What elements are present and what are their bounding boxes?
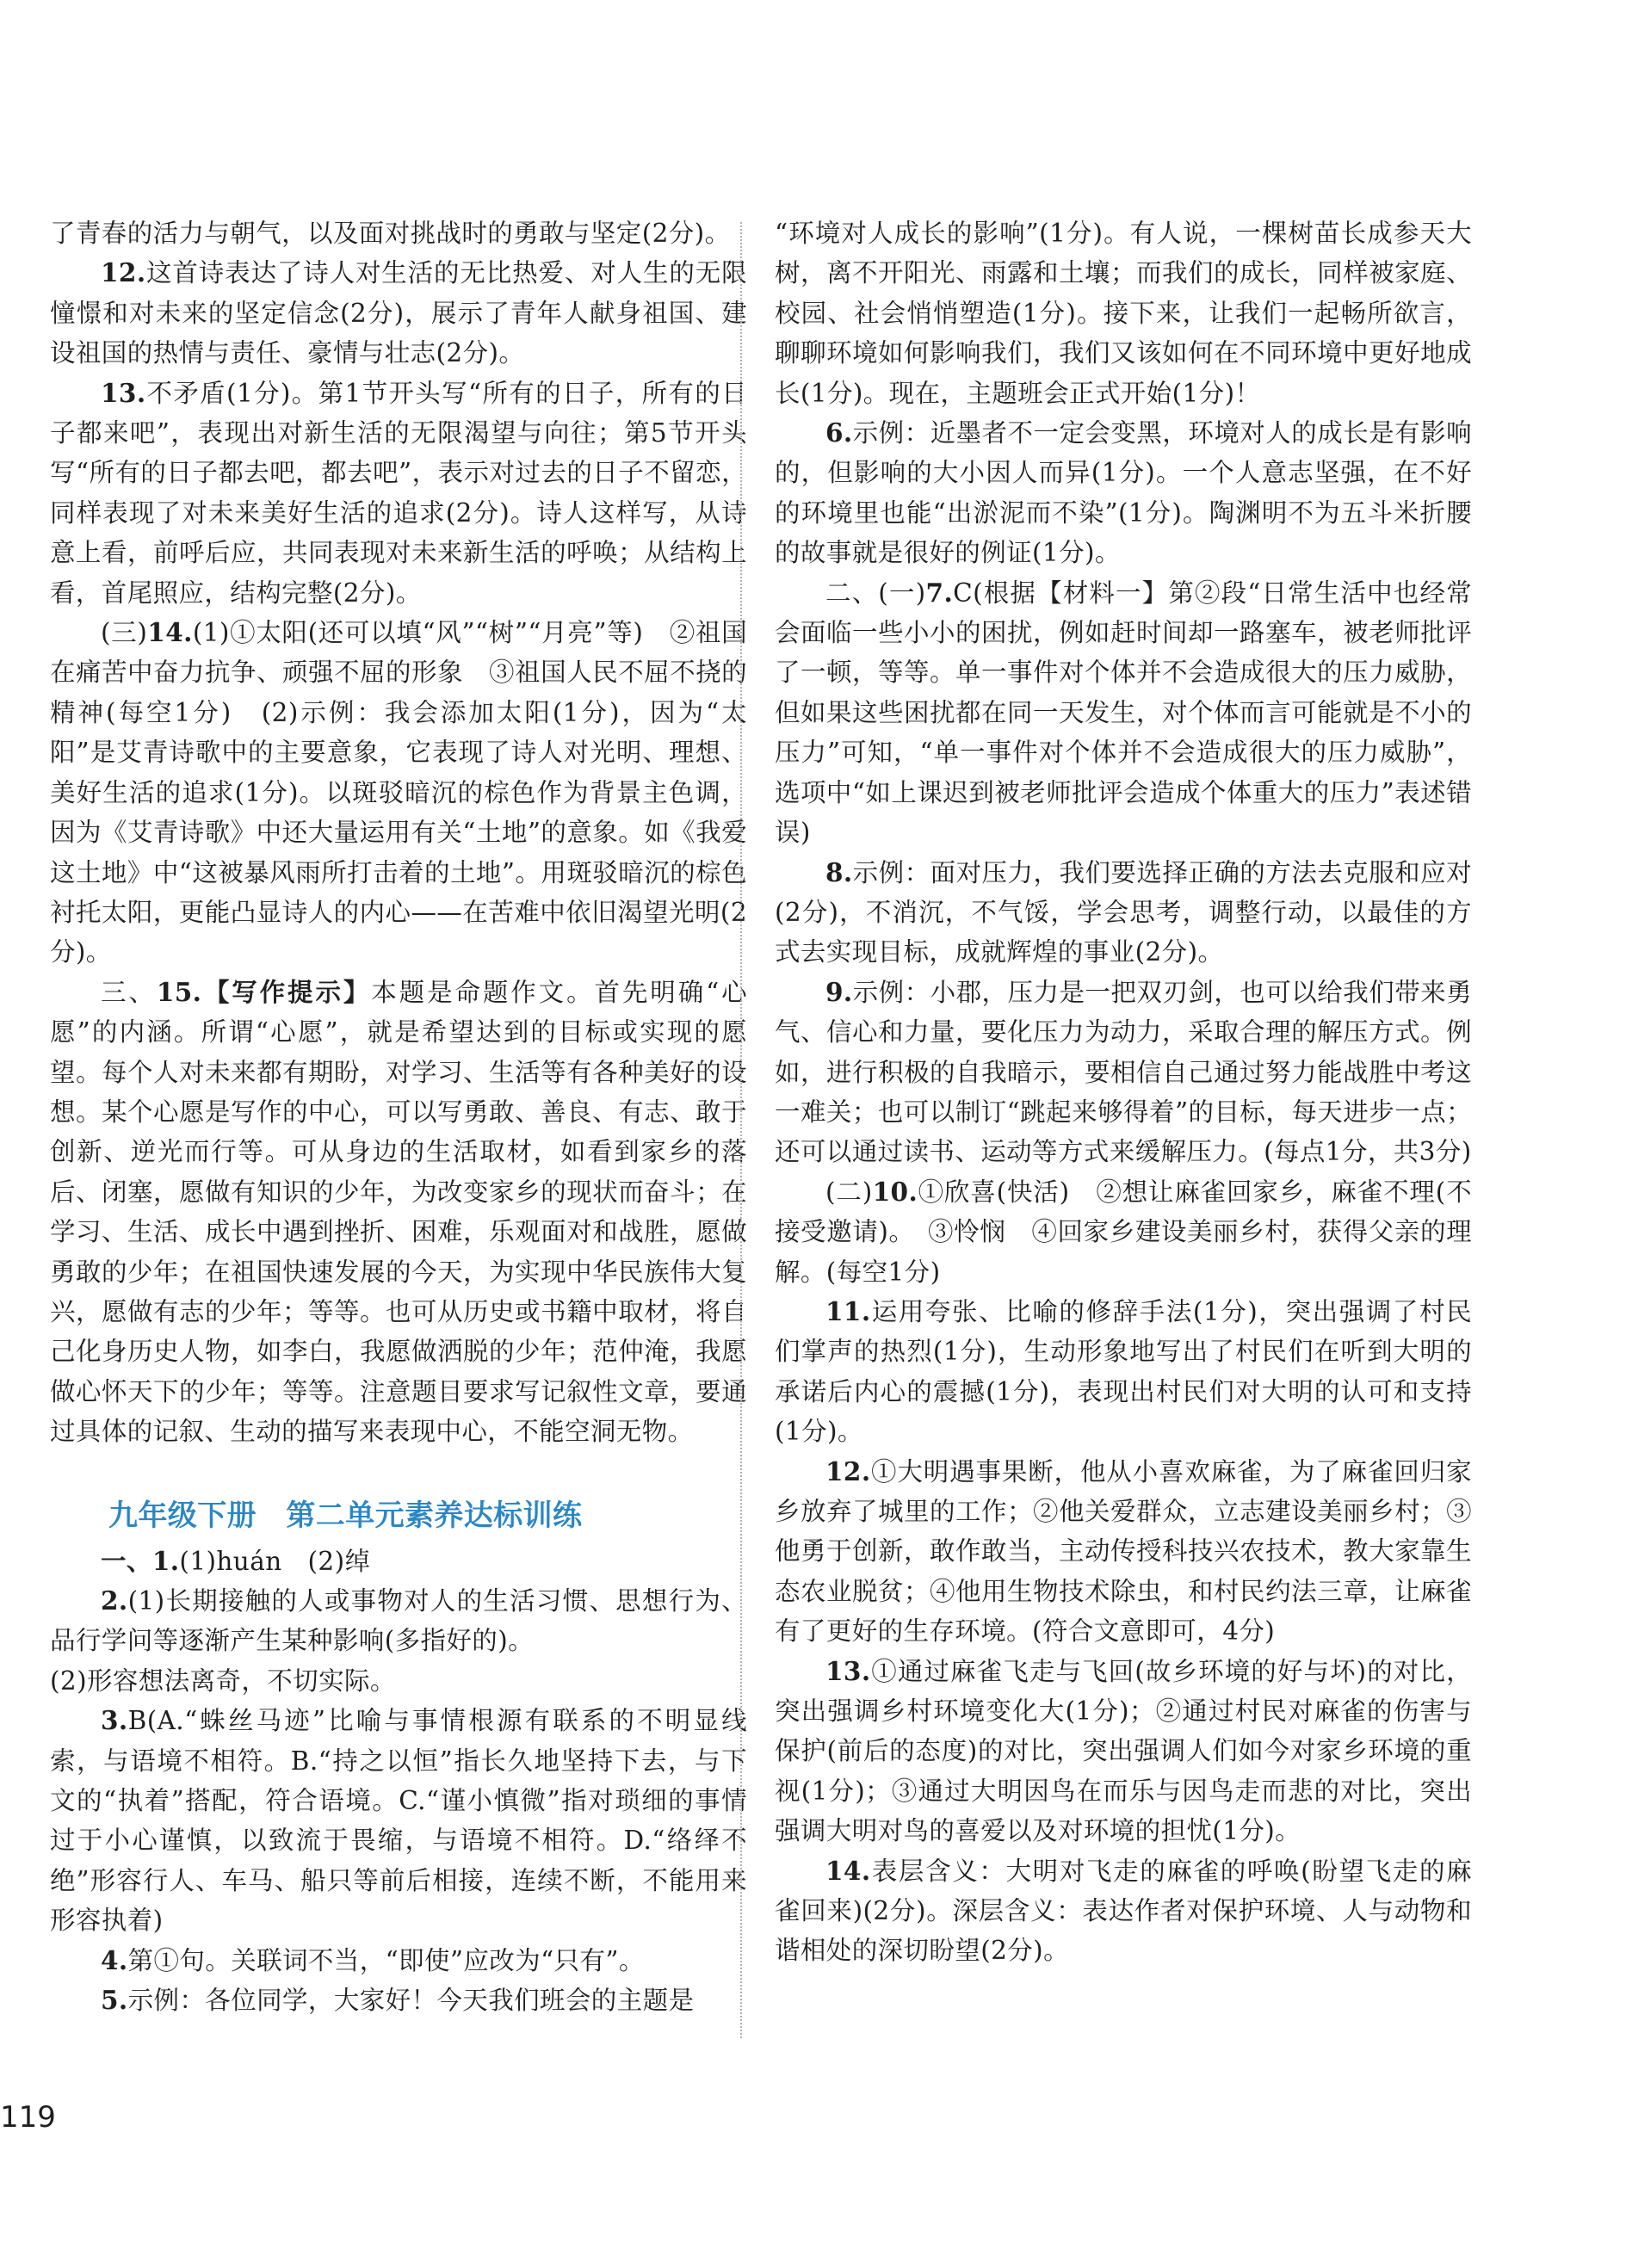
answer-4 — [50, 1941, 747, 1981]
question-number: 14. — [825, 1855, 871, 1886]
answer-text: 示例：近墨者不一定会变黑，环境对人的成长是有影响的，但影响的大小因人而异(1分)。一个人意志坚强，在不好的环境里也能“出淤泥而不染”(1分)。陶渊明不为五斗米折腰的故事就是很好的例证(1分)。 — [775, 418, 1472, 568]
right-column — [775, 213, 1472, 1971]
answer-5 — [50, 1981, 747, 2020]
question-number: 5. — [101, 1985, 128, 2016]
answer-text: 这首诗表达了诗人对生活的无比热爱、对人生的无限憧憬和对未来的坚定信念(2分)，展示了青年人献身祖国、建设祖国的热情与责任、豪情与壮志(2分)。 — [50, 258, 747, 368]
question-number: 3. — [101, 1705, 128, 1736]
question-number: 4. — [101, 1944, 128, 1975]
answer-6 — [775, 413, 1472, 573]
question-number: 2. — [101, 1585, 128, 1616]
answer-text: (1)①太阳(还可以填“风”“树”“月亮”等) ②祖国在痛苦中奋力抗争、顽强不屈的形象 ③祖国人民不屈不挠的精神(每空1分) (2)示例：我会添加太阳(1分)，因为“太阳”是艾青诗歌中的主要意象，它表现了诗人对光明、理想、美好生活的追求(1分)。以斑驳暗沉的棕色作为背景主色调，因为《艾青诗歌》中还大量运用有关“土地”的意象。如《我爱这土地》中“这被暴风雨所打击着的土地”。用斑驳暗沉的棕色衬托太阳，更能凸显诗人的内心——在苦难中依旧渴望光明(2分)。 — [50, 618, 748, 967]
answer-13 — [50, 374, 747, 613]
answer-text: 表层含义：大明对飞走的麻雀的呼唤(盼望飞走的麻雀回来)(2分)。深层含义：表达作者对保护环境、人与动物和谐相处的深切盼望(2分)。 — [775, 1856, 1472, 1966]
answer-8 — [775, 853, 1472, 973]
section-prefix: 一、 — [101, 1545, 152, 1576]
answer-12b — [775, 1452, 1472, 1652]
answer-1 — [50, 1542, 747, 1581]
answer-text: 示例：各位同学，大家好！今天我们班会的主题是 — [127, 1986, 695, 2016]
answer-7 — [775, 573, 1472, 853]
question-number: 9. — [825, 976, 853, 1007]
answer-3 — [50, 1701, 747, 1940]
question-number: 12. — [825, 1455, 871, 1486]
answer-text: 示例：面对压力，我们要选择正确的方法去克服和应对(2分)，不消沉，不气馁，学会思考，调整行动，以最佳的方式去实现目标，成就辉煌的事业(2分)。 — [775, 857, 1472, 967]
answer-text: (1)huán (2)绰 — [179, 1546, 371, 1576]
writing-tip-tag: 【写作提示】 — [201, 976, 372, 1007]
answer-9 — [775, 973, 1472, 1172]
answer-text: (1)长期接触的人或事物对人的生活习惯、思想行为、品行学问等逐渐产生某种影响(多指好的)。 — [50, 1586, 747, 1656]
section-prefix: (二) — [825, 1177, 873, 1207]
answer-15 — [50, 973, 747, 1452]
question-number: 8. — [825, 856, 853, 887]
question-number: 11. — [825, 1295, 871, 1326]
answer-text: B(A.“蛛丝马迹”比喻与事情根源有联系的不明显线索，与语境不相符。B.“持之以恒”指长久地坚持下去，与下文的“执着”搭配，符合语境。C.“谨小慎微”指对琐细的事情过于小心谨慎，以致流于畏缩，与语境不相符。D.“络绎不绝”形容行人、车马、船只等前后相接，连续不断，不能用来形容执着) — [50, 1706, 747, 1936]
question-number: 13. — [825, 1655, 871, 1686]
answer-text: 运用夸张、比喻的修辞手法(1分)，突出强调了村民们掌声的热烈(1分)，生动形象地写出了村民们在听到大明的承诺后内心的震撼(1分)，表现出村民们对大明的认可和支持(1分)。 — [775, 1296, 1472, 1447]
column-divider — [740, 222, 742, 2038]
answer-2-part2: (2)形容想法离奇，不切实际。 — [50, 1665, 396, 1696]
answer-12 — [50, 253, 747, 373]
answer-continuation: 了青春的活力与朝气，以及面对挑战时的勇敢与坚定(2分)。 — [50, 219, 731, 248]
answer-10 — [775, 1172, 1472, 1292]
answer-text: 第①句。关联词不当，“即使”应改为“只有”。 — [127, 1945, 645, 1975]
section-prefix: (三) — [101, 618, 148, 648]
question-number: 7. — [925, 577, 954, 608]
question-number: 13. — [101, 377, 146, 408]
question-number: 12. — [101, 257, 146, 288]
answer-text: ①大明遇事果断，他从小喜欢麻雀，为了麻雀回归家乡放弃了城里的工作；②他关爱群众，立志建设美丽乡村；③他勇于创新，敢作敢当，主动传授科技兴农技术，教大家靠生态农业脱贫；④他用生物技术除虫，和村民约法三章，让麻雀有了更好的生存环境。(符合文意即可，4分) — [775, 1456, 1472, 1647]
question-number: 14. — [147, 617, 193, 648]
answer-text: ①通过麻雀飞走与飞回(故乡环境的好与坏)的对比，突出强调乡村环境变化大(1分)；②通过村民对麻雀的伤害与保护(前后的态度)的对比，突出强调人们如今对家乡环境的重视(1分)；③通过大明因鸟在而乐与因鸟走而悲的对比，突出强调大明对鸟的喜爱以及对环境的担忧(1分)。 — [775, 1656, 1472, 1846]
answer-13b — [775, 1652, 1472, 1851]
answer-text: 本题是命题作文。首先明确“心愿”的内涵。所谓“心愿”，就是希望达到的目标或实现的愿望。每个人对未来都有期盼，对学习、生活等有各种美好的设想。某个心愿是写作的中心，可以写勇敢、善良、有志、敢于创新、逆光而行等。可从身边的生活取材，如看到家乡的落后、闭塞，愿做有知识的少年，为改变家乡的现状而奋斗；在学习、生活、成长中遇到挫折、困难，乐观面对和战胜，愿做勇敢的少年；在祖国快速发展的今天，为实现中华民族伟大复兴，愿做有志的少年；等等。也可从历史或书籍中取材，将自己化身历史人物，如李白，我愿做洒脱的少年；范仲淹，我愿做心怀天下的少年；等等。注意题目要求写记叙性文章，要通过具体的记叙、生动的描写来表现中心，不能空洞无物。 — [50, 977, 747, 1447]
section-prefix: 二、(一) — [825, 578, 926, 608]
section-prefix: 三、 — [101, 977, 157, 1007]
answer-11 — [775, 1292, 1472, 1452]
answer-text: 不矛盾(1分)。第1节开头写“所有的日子，所有的日子都来吧”，表现出对新生活的无限渴望与向往；第5节开头写“所有的日子都去吧，都去吧”，表示对过去的日子不留恋，同样表现了对未来美好生活的追求(2分)。诗人这样写，从诗意上看，前呼后应，共同表现对未来新生活的呼唤；从结构上看，首尾照应，结构完整(2分)。 — [50, 378, 747, 608]
answer-14b — [775, 1851, 1472, 1971]
question-number: 15. — [156, 976, 202, 1007]
question-number: 1. — [151, 1545, 180, 1576]
answer-5-continuation: “环境对人成长的影响”(1分)。有人说，一棵树苗长成参天大树，离不开阳光、雨露和土壤；而我们的成长，同样被家庭、校园、社会悄悄塑造(1分)。接下来，让我们一起畅所欲言，聊聊环境如何影响我们，我们又该如何在不同环境中更好地成长(1分)。现在，主题班会正式开始(1分)！ — [775, 219, 1472, 408]
answer-text: ①欣喜(快活) ②想让麻雀回家乡，麻雀不理(不接受邀请)。 ③怜悯 ④回家乡建设美丽乡村，获得父亲的理解。(每空1分) — [775, 1177, 1473, 1287]
answer-text: 示例：小郡，压力是一把双刃剑，也可以给我们带来勇气、信心和力量，要化压力为动力，采取合理的解压方式。例如，进行积极的自我暗示，要相信自己通过努力能战胜中考这一难关；也可以制订“跳起来够得着”的目标，每天进步一点；还可以通过读书、运动等方式来缓解压力。(每点1分，共3分) — [775, 977, 1472, 1167]
question-number: 10. — [872, 1176, 918, 1207]
answer-14 — [50, 613, 747, 973]
answer-text: C(根据【材料一】第②段“日常生活中也经常会面临一些小小的困扰，例如赶时间却一路塞车，被老师批评了一顿，等等。单一事件对个体并不会造成很大的压力威胁，但如果这些困扰都在同一天发生，对个体而言可能就是不小的压力”可知，“单一事件对个体并不会造成很大的压力威胁”，选项中“如上课迟到被老师批评会造成个体重大的压力”表述错误) — [775, 578, 1472, 848]
question-number: 6. — [825, 417, 853, 448]
answer-2 — [50, 1581, 747, 1661]
page-number: 119 — [0, 2100, 56, 2135]
left-column — [50, 213, 747, 2020]
section-title: 九年级下册 第二单元素养达标训练 — [108, 1498, 583, 1533]
